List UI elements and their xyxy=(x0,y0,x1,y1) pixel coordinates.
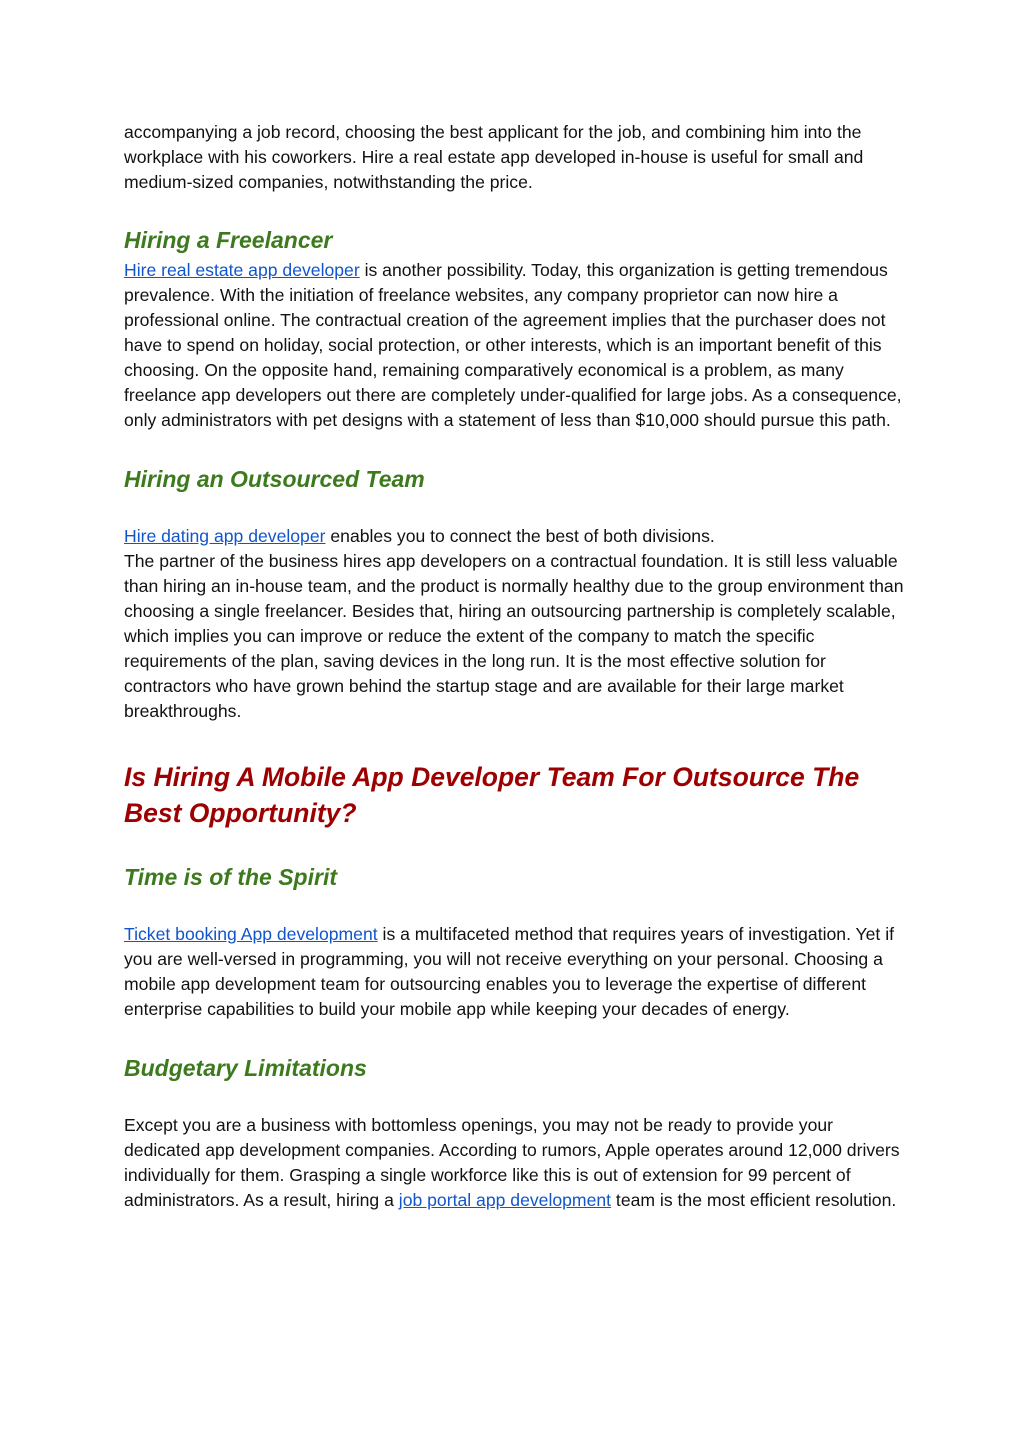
hire-real-estate-link[interactable]: Hire real estate app developer xyxy=(124,260,360,280)
outsourced-heading: Hiring an Outsourced Team xyxy=(124,466,425,492)
freelancer-text: is another possibility. Today, this organization is getting tremendous prevalence. With the initiation of freelance websites, any company proprietor can now hire a professional online. The contractual creation of the agreement implies that the purchaser does not have to spend on holiday, social protection, or other interests, which is an important benefit of this choosing. On the opposite hand, remaining comparatively economical is a problem, as many freelance app developers out there are completely under-qualified for large jobs. As a consequence, only administrators with pet designs with a statement of less than $10,000 should pursue this path. xyxy=(124,260,902,430)
time-heading: Time is of the Spirit xyxy=(124,864,337,890)
hire-dating-link[interactable]: Hire dating app developer xyxy=(124,526,326,546)
outsourced-first-text: enables you to connect the best of both divisions. xyxy=(325,526,715,546)
budget-heading: Budgetary Limitations xyxy=(124,1055,367,1081)
intro-paragraph: accompanying a job record, choosing the best applicant for the job, and combining him into the workplace with his coworkers. Hire a real estate app developed in-house is useful for small and medium-sized companies, notwithstanding the price. xyxy=(124,122,864,192)
ticket-booking-link[interactable]: Ticket booking App development xyxy=(124,924,378,944)
job-portal-link[interactable]: job portal app development xyxy=(398,1190,612,1210)
time-text: is a multifaceted method that requires years of investigation. Yet if you are well-versed in programming, you will not receive everything on your personal. Choosing a mobile app development team for outsourcing enables you to leverage the expertise of different enterprise capabilities to build your mobile app while keeping your decades of energy. xyxy=(124,924,895,1019)
outsourced-first-line xyxy=(124,524,904,549)
freelancer-paragraph xyxy=(124,258,904,433)
document-page xyxy=(124,120,904,1213)
time-paragraph xyxy=(124,922,904,1022)
outsourced-paragraph: The partner of the business hires app developers on a contractual foundation. It is still less valuable than hiring an in-house team, and the product is normally healthy due to the group environment than choosing a single freelancer. Besides that, hiring an outsourcing partnership is completely scalable, which implies you can improve or reduce the extent of the company to match the specific requirements of the plan, saving devices in the long run. It is the most effective solution for contractors who have grown behind the startup stage and are available for their large market breakthroughs. xyxy=(124,551,904,721)
budget-text-after: team is the most efficient resolution. xyxy=(611,1190,897,1210)
budget-text-before: Except you are a business with bottomless openings, you may not be ready to provide your dedicated app development companies. According to rumors, Apple operates around 12,000 drivers individually for them. Grasping a single workforce like this is out of extension for 99 percent of administrators. As a result, hiring a xyxy=(124,1115,900,1210)
main-heading: Is Hiring A Mobile App Developer Team For Outsource The Best Opportunity? xyxy=(124,762,860,828)
budget-paragraph xyxy=(124,1113,904,1213)
freelancer-heading: Hiring a Freelancer xyxy=(124,227,333,253)
